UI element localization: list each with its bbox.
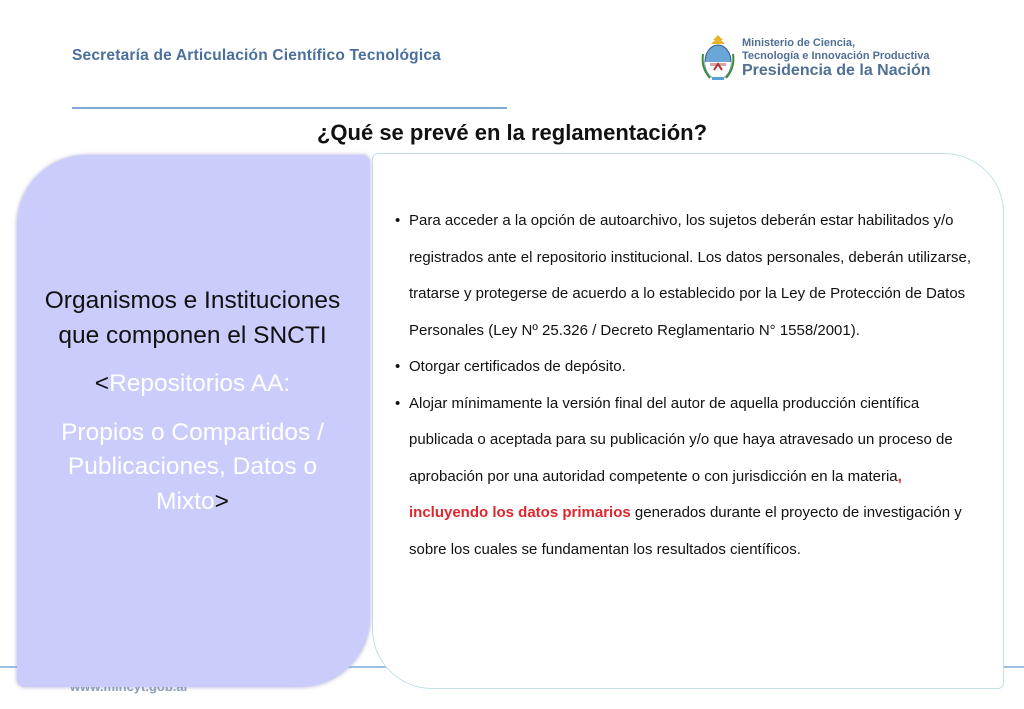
bullet-item-host-version bbox=[395, 386, 975, 569]
bullet-list bbox=[395, 203, 975, 568]
institutions-heading: Organismos e Instituciones que componen el SNCTI bbox=[44, 287, 341, 349]
bullet-item-autoarchive bbox=[395, 203, 975, 349]
logo-line-ministry: Ministerio de Ciencia, bbox=[742, 37, 856, 49]
repositories-label: Repositorios AA: bbox=[109, 370, 291, 397]
bullet-dot: • bbox=[395, 394, 401, 412]
bullet-dot: • bbox=[395, 212, 401, 229]
highlight-primary-data: , incluyendo los datos primarios bbox=[409, 467, 902, 521]
close-bracket: > bbox=[214, 487, 229, 515]
header-rule bbox=[72, 107, 507, 109]
logo-line-technology: Tecnología e Innovación Productiva bbox=[742, 50, 930, 62]
logo-line-presidency: Presidencia de la Nación bbox=[742, 62, 931, 79]
ministry-logo bbox=[700, 34, 960, 84]
bullet-text: Para acceder a la opción de autoarchivo, los sujetos deberán estar habilitados y/o registrados ante el repositorio institucional. Los datos personales, deberán utilizarse, tratarse y protegerse de acuerdo a lo establecido por la Ley de Protección de Datos Personales (Ley Nº 25.326 / Decreto Reglamentario N° 1558/2001). bbox=[409, 212, 971, 339]
institutions-text bbox=[40, 284, 345, 519]
bullet-item-certificates bbox=[395, 349, 975, 386]
bullet-text: Alojar mínimamente la versión final del autor de aquella producción científica publicada o aceptada para su publicación y/o que haya atravesado un proceso de aprobación por una autoridad competente o con jurisdicción en la materia bbox=[409, 394, 953, 485]
bullet-text: Otorgar certificados de depósito. bbox=[409, 358, 626, 375]
slide-title: ¿Qué se prevé en la reglamentación? bbox=[316, 120, 708, 145]
open-bracket: < bbox=[94, 370, 110, 397]
argentina-coat-of-arms-icon bbox=[700, 34, 736, 82]
repositories-line bbox=[40, 367, 345, 402]
bullet-text-continued: generados durante el proyecto de investigación y sobre los cuales se fundamentan los resultados científicos. bbox=[409, 504, 962, 558]
header-title: Secretaría de Articulación Científico Tecnológica bbox=[72, 47, 441, 64]
bullet-dot: • bbox=[395, 358, 401, 375]
repository-types: Propios o Compartidos / Publicaciones, Datos o Mixto bbox=[61, 418, 324, 515]
repository-types-line bbox=[40, 416, 345, 520]
